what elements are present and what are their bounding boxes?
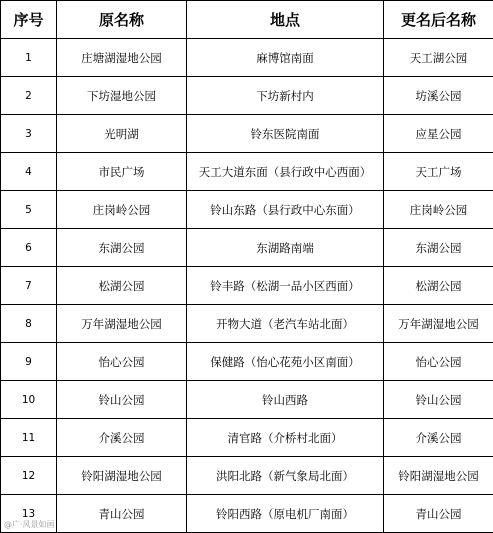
table-row <box>1 115 493 153</box>
table-row <box>1 39 493 77</box>
new-name: 庄岗岭公园 <box>384 191 493 229</box>
new-name: 怡心公园 <box>384 343 493 381</box>
header-location: 地点 <box>187 1 384 39</box>
table-row <box>1 229 493 267</box>
table-row <box>1 267 493 305</box>
watermark: @广·风景如画 <box>4 520 55 529</box>
location: 洪阳北路（新气象局北面） <box>187 457 384 495</box>
location: 下坊新村内 <box>187 77 384 115</box>
table-row <box>1 495 493 533</box>
table-row <box>1 153 493 191</box>
row-index: 5 <box>1 191 57 229</box>
original-name: 东湖公园 <box>57 229 187 267</box>
location: 天工大道东面（县行政中心西面） <box>187 153 384 191</box>
table-row <box>1 305 493 343</box>
row-index: 6 <box>1 229 57 267</box>
location: 开物大道（老汽车站北面） <box>187 305 384 343</box>
original-name: 铃山公园 <box>57 381 187 419</box>
original-name: 庄岗岭公园 <box>57 191 187 229</box>
new-name: 青山公园 <box>384 495 493 533</box>
location: 清官路（介桥村北面） <box>187 419 384 457</box>
header-original-name: 原名称 <box>57 1 187 39</box>
row-index: 13 <box>1 495 57 533</box>
header-new-name: 更名后名称 <box>384 1 493 39</box>
row-index: 8 <box>1 305 57 343</box>
table-row <box>1 381 493 419</box>
row-index: 3 <box>1 115 57 153</box>
location: 铃山东路（县行政中心东面） <box>187 191 384 229</box>
new-name: 应星公园 <box>384 115 493 153</box>
row-index: 11 <box>1 419 57 457</box>
original-name: 松湖公园 <box>57 267 187 305</box>
original-name: 庄塘湖湿地公园 <box>57 39 187 77</box>
original-name: 介溪公园 <box>57 419 187 457</box>
row-index: 1 <box>1 39 57 77</box>
new-name: 天工湖公园 <box>384 39 493 77</box>
row-index: 9 <box>1 343 57 381</box>
original-name: 铃阳湖湿地公园 <box>57 457 187 495</box>
location: 铃丰路（松湖一品小区西面） <box>187 267 384 305</box>
location: 保健路（怡心花苑小区南面） <box>187 343 384 381</box>
original-name: 下坊湿地公园 <box>57 77 187 115</box>
table-header-row <box>1 1 493 39</box>
table-row <box>1 419 493 457</box>
table-row <box>1 191 493 229</box>
new-name: 坊溪公园 <box>384 77 493 115</box>
new-name: 天工广场 <box>384 153 493 191</box>
original-name: 怡心公园 <box>57 343 187 381</box>
location: 铃东医院南面 <box>187 115 384 153</box>
location: 东湖路南端 <box>187 229 384 267</box>
row-index: 4 <box>1 153 57 191</box>
new-name: 铃阳湖湿地公园 <box>384 457 493 495</box>
original-name: 光明湖 <box>57 115 187 153</box>
new-name: 东湖公园 <box>384 229 493 267</box>
header-index: 序号 <box>1 1 57 39</box>
new-name: 铃山公园 <box>384 381 493 419</box>
table-row <box>1 77 493 115</box>
original-name: 万年湖湿地公园 <box>57 305 187 343</box>
location: 铃阳西路（原电机厂南面） <box>187 495 384 533</box>
row-index: 10 <box>1 381 57 419</box>
location: 麻博馆南面 <box>187 39 384 77</box>
new-name: 万年湖湿地公园 <box>384 305 493 343</box>
new-name: 松湖公园 <box>384 267 493 305</box>
row-index: 7 <box>1 267 57 305</box>
row-index: 2 <box>1 77 57 115</box>
table-row <box>1 457 493 495</box>
new-name: 介溪公园 <box>384 419 493 457</box>
row-index: 12 <box>1 457 57 495</box>
table-row <box>1 343 493 381</box>
location: 铃山西路 <box>187 381 384 419</box>
original-name: 市民广场 <box>57 153 187 191</box>
original-name: 青山公园 <box>57 495 187 533</box>
